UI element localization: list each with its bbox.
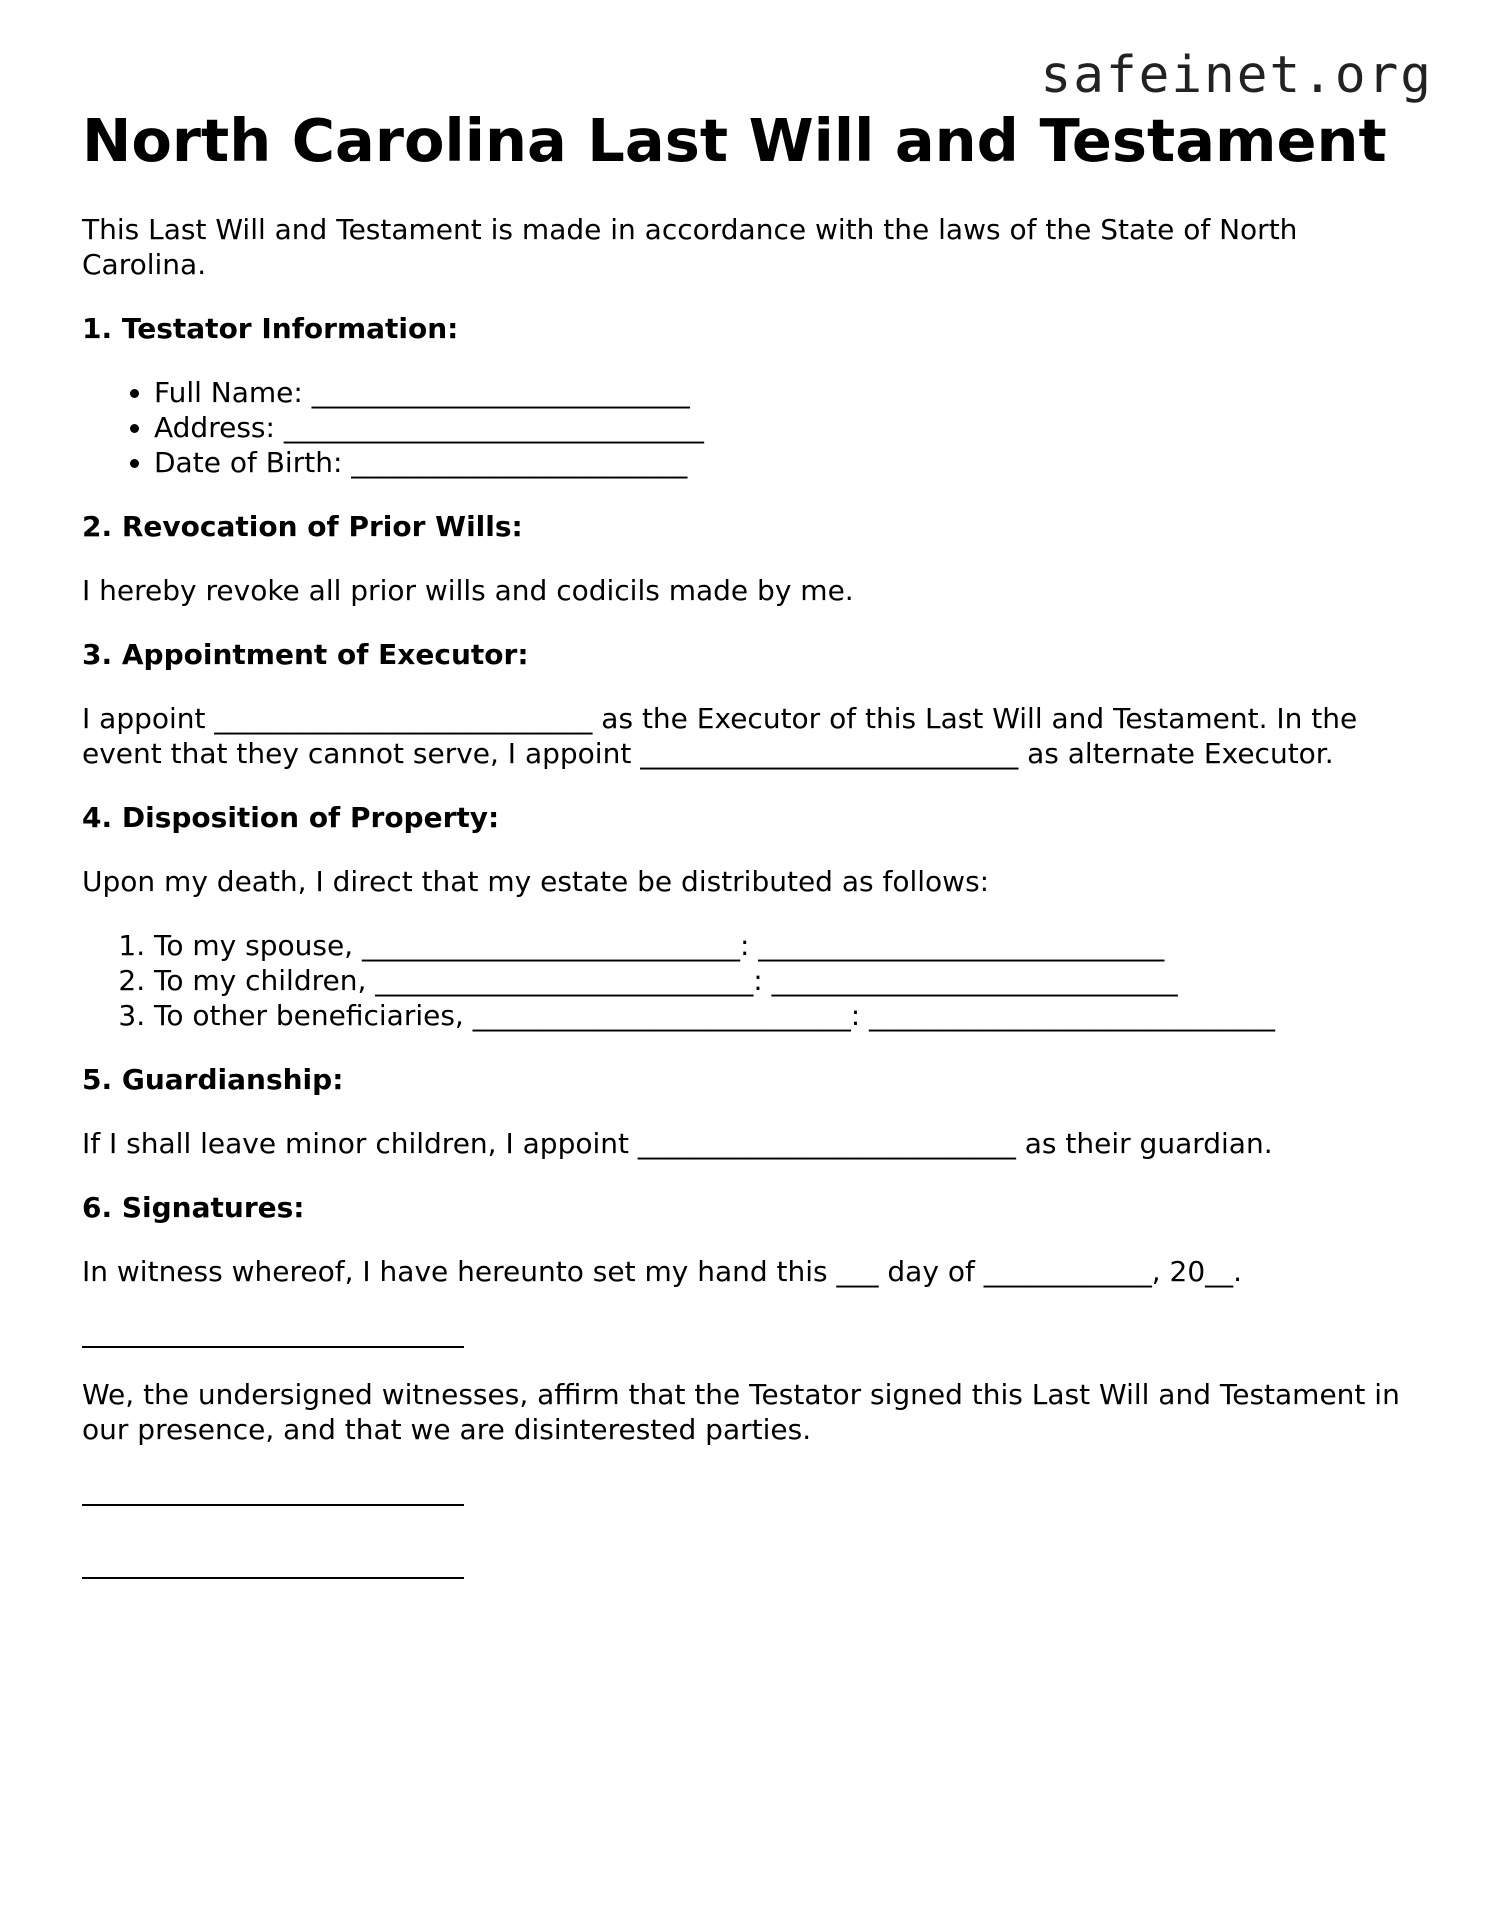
disposition-list [82,928,1422,1033]
witness-signature-line-1 [82,1501,464,1506]
testator-signature-line [82,1343,464,1348]
section-heading-executor: 3. Appointment of Executor: [82,638,529,671]
witness-affirmation-paragraph: We, the undersigned witnesses, affirm that the Testator signed this Last Will and Testament in our presence, and that we are disinterested parties. [82,1378,1400,1446]
revocation-paragraph: I hereby revoke all prior wills and codicils made by me. [82,574,854,607]
executor-paragraph: I appoint ___________________________ as the Executor of this Last Will and Testament. In the event that they cannot serve, I appoint ___________________________ as alternate Executor. [82,702,1358,770]
witness-signature-line-2 [82,1574,464,1579]
watermark: safeinet.org [1040,46,1433,105]
witness-whereof-paragraph: In witness whereof, I have hereunto set my hand this ___ day of ____________, 20__. [82,1255,1243,1288]
section-heading-disposition: 4. Disposition of Property: [82,801,500,834]
spouse-bequest: 1. To my spouse, ___________________________: _____________________________ [154,928,1422,963]
disposition-paragraph: Upon my death, I direct that my estate be distributed as follows: [82,865,990,898]
other-beneficiaries-bequest: 3. To other beneficiaries, ___________________________: _____________________________ [154,998,1422,1033]
full-name-field: • Full Name: ___________________________ [154,375,1422,410]
section-heading-guardianship: 5. Guardianship: [82,1063,344,1096]
children-bequest: 2. To my children, ___________________________: _____________________________ [154,963,1422,998]
section-heading-signatures: 6. Signatures: [82,1191,305,1224]
section-heading-revocation: 2. Revocation of Prior Wills: [82,510,523,543]
date-of-birth-field: • Date of Birth: ________________________ [154,445,1422,480]
intro-paragraph: This Last Will and Testament is made in accordance with the laws of the State of North Carolina. [82,213,1298,281]
document-title: North Carolina Last Will and Testament [82,106,1387,175]
address-field: • Address: ______________________________ [154,410,1422,445]
guardianship-paragraph: If I shall leave minor children, I appoint ___________________________ as their guardian. [82,1127,1273,1160]
section-heading-testator: 1. Testator Information: [82,312,459,345]
document-page [82,104,1422,1579]
testator-info-list [82,375,1422,480]
